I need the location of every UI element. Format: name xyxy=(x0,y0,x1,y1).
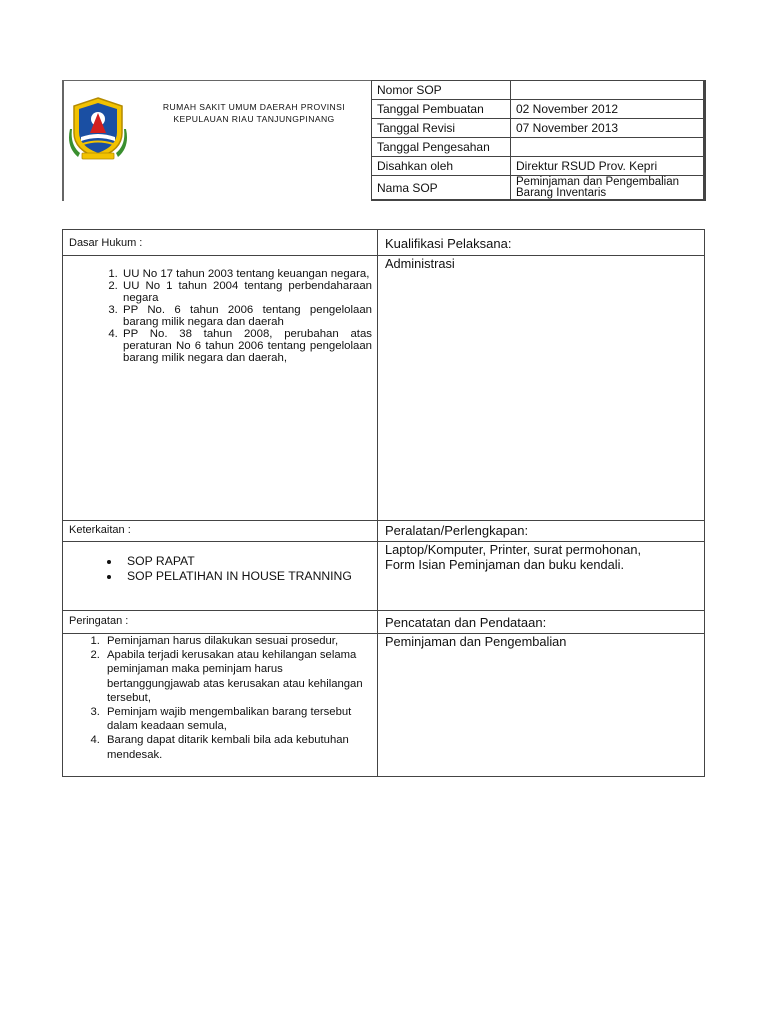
sop-name-line1: Peminjaman dan Pengembalian xyxy=(516,176,680,188)
list-item: 3. PP No. 6 tahun 2006 tentang pengelolaan barang milik negara dan daerah xyxy=(121,304,372,328)
sop-info-row xyxy=(372,157,705,176)
table-shadow-bottom xyxy=(371,199,706,201)
pencatatan-text: Peminjaman dan Pengembalian xyxy=(385,634,567,649)
row-divider xyxy=(63,520,704,521)
sop-info-row xyxy=(372,81,705,100)
peralatan-text-line1: Laptop/Komputer, Printer, surat permohonan, xyxy=(385,542,642,557)
peralatan-text-line2: Form Isian Peminjaman dan buku kendali. xyxy=(385,557,624,572)
sop-info-table xyxy=(371,80,705,201)
keterkaitan-list xyxy=(107,554,357,584)
peringatan-title: Peringatan : xyxy=(69,615,129,627)
kualifikasi-title: Kualifikasi Pelaksana: xyxy=(385,236,512,251)
list-item: • SOP RAPAT xyxy=(121,554,357,569)
sop-info-value xyxy=(511,176,705,201)
list-item: 1. Peminjaman harus dilakukan sesuai prosedur, xyxy=(103,634,375,648)
sop-info-value: 07 November 2013 xyxy=(511,119,705,138)
sop-info-label: Disahkan oleh xyxy=(372,157,511,176)
list-item: 3. Peminjam wajib mengembalikan barang tersebut dalam keadaan semula, xyxy=(103,705,375,733)
list-item: • SOP PELATIHAN IN HOUSE TRANNING xyxy=(121,569,357,584)
table-shadow-right xyxy=(703,80,706,201)
sop-info-label: Nama SOP xyxy=(372,176,511,201)
dasar-hukum-list xyxy=(103,268,372,364)
sop-info-row xyxy=(372,176,705,201)
row-divider xyxy=(63,255,704,256)
sop-info-value xyxy=(511,81,705,100)
sop-info-label: Tanggal Revisi xyxy=(372,119,511,138)
sop-info-row xyxy=(372,119,705,138)
sop-info-value: 02 November 2012 xyxy=(511,100,705,119)
list-item: 4. PP No. 38 tahun 2008, perubahan atas peraturan No 6 tahun 2006 tentang pengelolaan barang milik negara dan daerah, xyxy=(121,328,372,364)
hospital-name xyxy=(138,101,370,125)
list-item: 4. Barang dapat ditarik kembali bila ada kebutuhan mendesak. xyxy=(103,733,375,761)
list-item: 2. UU No 1 tahun 2004 tentang perbendaharaan negara xyxy=(121,280,372,304)
sop-name-line2: Barang Inventaris xyxy=(516,187,607,199)
keterkaitan-title: Keterkaitan : xyxy=(69,524,131,536)
hospital-name-line2: KEPULAUAN RIAU TANJUNGPINANG xyxy=(173,114,335,124)
kualifikasi-text: Administrasi xyxy=(385,256,455,271)
row-divider xyxy=(63,610,704,611)
list-item: 1. UU No 17 tahun 2003 tentang keuangan negara, xyxy=(121,268,372,280)
sop-info-row xyxy=(372,138,705,157)
sop-info-value: Direktur RSUD Prov. Kepri xyxy=(511,157,705,176)
peralatan-text xyxy=(385,542,641,572)
dasar-hukum-title: Dasar Hukum : xyxy=(69,237,143,249)
hospital-name-line1: RUMAH SAKIT UMUM DAERAH PROVINSI xyxy=(162,102,346,112)
pencatatan-title: Pencatatan dan Pendataan: xyxy=(385,615,547,630)
peringatan-list xyxy=(85,634,375,762)
sop-info-label: Nomor SOP xyxy=(372,81,511,100)
provincial-emblem-icon xyxy=(68,95,128,161)
peralatan-title: Peralatan/Perlengkapan: xyxy=(385,523,529,538)
sop-info-label: Tanggal Pengesahan xyxy=(372,138,511,157)
sop-info-row xyxy=(372,100,705,119)
sop-content-grid xyxy=(62,229,705,777)
header-left-panel xyxy=(62,80,373,201)
column-divider xyxy=(377,230,378,776)
sop-info-value xyxy=(511,138,705,157)
sop-info-label: Tanggal Pembuatan xyxy=(372,100,511,119)
list-item: 2. Apabila terjadi kerusakan atau kehilangan selama peminjaman maka peminjam harus bertanggungjawab atas kerusakan atau kehilangan tersebut, xyxy=(103,648,375,705)
